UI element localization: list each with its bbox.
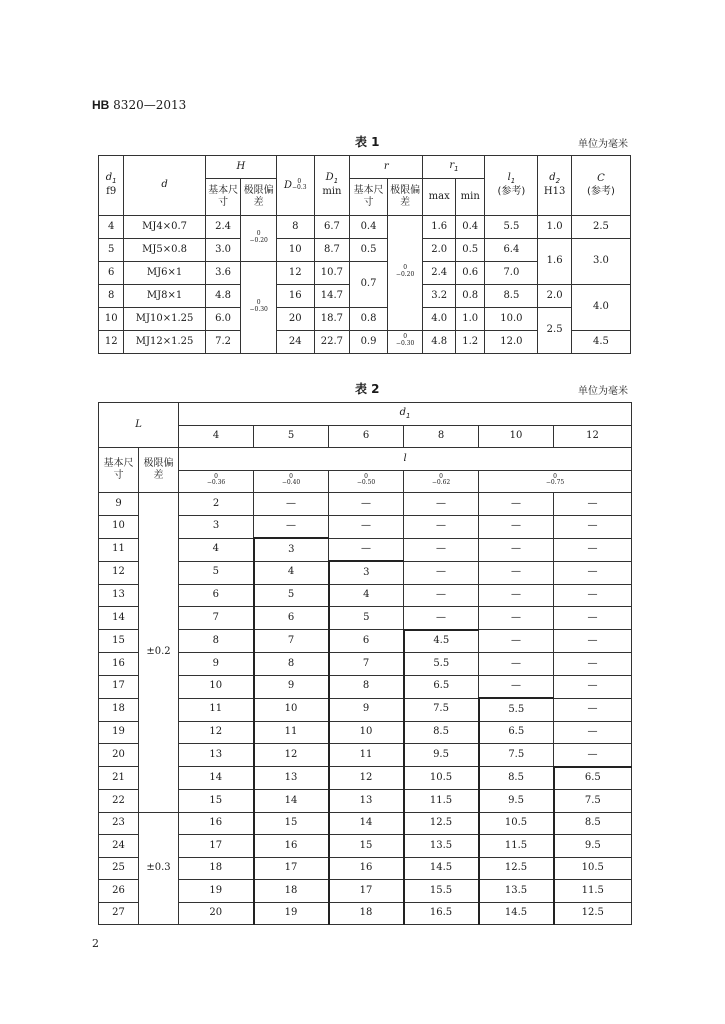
table-row — [99, 561, 632, 584]
table2-cell-L: 23 — [99, 812, 139, 835]
table2-caption: 表 2 — [355, 382, 380, 396]
table2-cell: — — [554, 744, 632, 767]
table1-cell: 2.0 — [423, 239, 456, 262]
table-row — [99, 721, 632, 744]
table2-cell: 12 — [179, 721, 254, 744]
table2-cell: 16.5 — [404, 902, 479, 925]
table2 — [98, 402, 632, 925]
table2-cell-L: 12 — [99, 561, 139, 584]
table2-cell: 7.5 — [404, 698, 479, 721]
table1-cell: 10 — [99, 308, 124, 331]
table2-cell: 14 — [254, 790, 329, 813]
table2-cell: 11.5 — [479, 835, 554, 858]
table2-cell: 15 — [179, 790, 254, 813]
table2-cell-L: 9 — [99, 493, 139, 516]
table2-cell: 8.5 — [404, 721, 479, 744]
table2-head-d1-value: 5 — [254, 425, 329, 448]
table2-cell: 3 — [329, 561, 404, 584]
table1-cell: 1.2 — [455, 331, 484, 354]
table1-cell: 2.4 — [205, 216, 241, 239]
table-row — [99, 880, 632, 903]
table-row — [99, 767, 632, 790]
table2-cell: 13.5 — [479, 880, 554, 903]
table2-cell: 17 — [329, 880, 404, 903]
table2-cell: 9.5 — [404, 744, 479, 767]
table1-cell: 12.0 — [485, 331, 538, 354]
table1-cell: MJ6×1 — [124, 262, 205, 285]
table2-unit: 单位为毫米 — [578, 386, 628, 397]
table2-cell: 12.5 — [404, 812, 479, 835]
table1-r-tol-b: 0 −0.30 — [387, 331, 423, 354]
table2-head-L-tol: 极限偏差 — [139, 448, 179, 493]
table2-cell: 9 — [329, 698, 404, 721]
table1-cell: 7.0 — [485, 262, 538, 285]
table2-cell: 9.5 — [479, 790, 554, 813]
table2-cell: — — [404, 561, 479, 584]
table2-cell: — — [479, 515, 554, 538]
table2-cell: 4 — [254, 561, 329, 584]
table-row — [99, 857, 632, 880]
table2-cell: 18 — [179, 857, 254, 880]
table2-head-d1-value: 10 — [479, 425, 554, 448]
table-row — [99, 538, 632, 561]
table2-cell: 5 — [179, 561, 254, 584]
table2-cell-L: 14 — [99, 607, 139, 630]
table2-cell: 9 — [254, 675, 329, 698]
table1-cell: 14.7 — [314, 285, 350, 308]
table1-head-r1-min: min — [455, 179, 484, 216]
table1-cell: 2.0 — [538, 285, 572, 308]
table1-head-C: C (参考) — [571, 156, 630, 216]
table1-cell: 12 — [276, 262, 314, 285]
table2-cell: 6 — [329, 630, 404, 653]
table2-cell: 7.5 — [554, 790, 632, 813]
table1-cell: 0.4 — [350, 216, 388, 239]
table2-cell: 15 — [254, 812, 329, 835]
table2-cell: 6 — [254, 607, 329, 630]
table-row — [99, 902, 632, 925]
table1-H-tol-b: 0 −0.30 — [241, 262, 277, 354]
table2-cell: 12 — [329, 767, 404, 790]
table2-cell: 4 — [179, 538, 254, 561]
table-row — [99, 584, 632, 607]
table2-cell: 10.5 — [479, 812, 554, 835]
table2-cell-L: 19 — [99, 721, 139, 744]
table2-cell: 20 — [179, 902, 254, 925]
table2-cell: — — [329, 493, 404, 516]
table1-head-r1-max: max — [423, 179, 456, 216]
table1-cell: 8.7 — [314, 239, 350, 262]
table2-cell: 3 — [254, 538, 329, 561]
table2-cell: 13 — [329, 790, 404, 813]
table1-cell: 3.0 — [571, 239, 630, 285]
table2-cell: 12 — [254, 744, 329, 767]
table2-cell: — — [329, 515, 404, 538]
table2-cell: 13 — [254, 767, 329, 790]
table2-cell: 6 — [179, 584, 254, 607]
table2-cell: 17 — [179, 835, 254, 858]
table1-header-row — [99, 156, 631, 179]
table1-H-tol-a: 0 −0.20 — [241, 216, 277, 262]
table1-cell: 1.0 — [538, 216, 572, 239]
table2-cell: 4 — [329, 584, 404, 607]
table1-cell: 0.6 — [455, 262, 484, 285]
table2-cell: 8 — [254, 653, 329, 676]
table2-cell: 6.5 — [479, 721, 554, 744]
table2-tol-cell: 0 −0.40 — [254, 470, 329, 493]
table1-cell: 6.0 — [205, 308, 241, 331]
table2-cell: 13.5 — [404, 835, 479, 858]
table2-cell: — — [479, 653, 554, 676]
table2-cell: — — [554, 561, 632, 584]
table1-cell: MJ10×1.25 — [124, 308, 205, 331]
table2-cell: — — [554, 630, 632, 653]
table2-cell: — — [554, 515, 632, 538]
table2-cell-L: 16 — [99, 653, 139, 676]
table2-cell-tol: ±0.2 — [139, 493, 179, 813]
table2-cell: 5.5 — [404, 653, 479, 676]
table2-cell: 4.5 — [404, 630, 479, 653]
table1-unit: 单位为毫米 — [578, 139, 628, 150]
table2-tol-cell: 0 −0.62 — [404, 470, 479, 493]
table1-cell: 8 — [276, 216, 314, 239]
table1-cell: 0.8 — [455, 285, 484, 308]
table1-head-H-tol: 极限偏差 — [241, 179, 277, 216]
table2-cell: 10.5 — [404, 767, 479, 790]
table2-cell: — — [404, 493, 479, 516]
table2-cell: 12.5 — [554, 902, 632, 925]
table2-head-d1-value: 4 — [179, 425, 254, 448]
table1-cell: 2.5 — [571, 216, 630, 239]
table2-head-d1-value: 6 — [329, 425, 404, 448]
table2-head-L-basic: 基本尺寸 — [99, 448, 139, 493]
table2-cell: 11 — [329, 744, 404, 767]
table-row — [99, 216, 631, 239]
table2-cell: — — [404, 584, 479, 607]
table2-cell: — — [479, 630, 554, 653]
table1-cell: 5.5 — [485, 216, 538, 239]
table1-cell: 24 — [276, 331, 314, 354]
table2-cell-L: 11 — [99, 538, 139, 561]
table1-cell: 16 — [276, 285, 314, 308]
table2-cell: 16 — [179, 812, 254, 835]
table1-head-r-tol: 极限偏差 — [387, 179, 423, 216]
table1-cell: 4.8 — [423, 331, 456, 354]
table1-cell: 4.0 — [571, 285, 630, 331]
table1-cell: 10.0 — [485, 308, 538, 331]
table2-cell: 8 — [179, 630, 254, 653]
table1-cell: 10.7 — [314, 262, 350, 285]
table1-head-d: d — [124, 156, 205, 216]
table2-cell: — — [479, 493, 554, 516]
table1-cell: 1.6 — [423, 216, 456, 239]
table1-cell: 0.9 — [350, 331, 388, 354]
table1-cell: 7.2 — [205, 331, 241, 354]
table1-cell: 4.0 — [423, 308, 456, 331]
table2-cell: — — [479, 561, 554, 584]
table1-head-D1: $D_1$ min — [314, 156, 350, 216]
table2-cell: 10 — [179, 675, 254, 698]
table2-head-d1-value: 12 — [554, 425, 632, 448]
table2-cell: 13 — [179, 744, 254, 767]
table1-cell: MJ4×0.7 — [124, 216, 205, 239]
table1-head-l1: $l_1$ (参考) — [485, 156, 538, 216]
table2-cell: 9 — [179, 653, 254, 676]
table2-cell: — — [554, 721, 632, 744]
table2-cell: — — [479, 584, 554, 607]
table2-cell: — — [554, 493, 632, 516]
table1-cell: 18.7 — [314, 308, 350, 331]
table-row — [99, 239, 631, 262]
table2-cell: 7 — [179, 607, 254, 630]
table2-cell-L: 10 — [99, 515, 139, 538]
table2-head-l: l — [179, 448, 632, 471]
table2-cell: 19 — [254, 902, 329, 925]
table2-tol-cell: 0 −0.75 — [479, 470, 632, 493]
table2-cell: 7 — [254, 630, 329, 653]
table1-cell: 22.7 — [314, 331, 350, 354]
table1-cell: 12 — [99, 331, 124, 354]
table2-cell: 6.5 — [554, 767, 632, 790]
table1-head-r-basic: 基本尺寸 — [350, 179, 388, 216]
table1-cell: 0.5 — [455, 239, 484, 262]
table2-cell: — — [554, 675, 632, 698]
table1-cell: 0.5 — [350, 239, 388, 262]
table2-cell-L: 27 — [99, 902, 139, 925]
table1-cell: 6.4 — [485, 239, 538, 262]
table2-cell: — — [479, 538, 554, 561]
table2-cell: — — [479, 607, 554, 630]
table2-cell: 10 — [329, 721, 404, 744]
table1-r-tol-a: 0 −0.20 — [387, 216, 423, 331]
table2-cell: 19 — [179, 880, 254, 903]
table2-cell: — — [404, 538, 479, 561]
table2-header-row-1 — [99, 403, 632, 426]
table2-cell: 9.5 — [554, 835, 632, 858]
table2-cell-L: 24 — [99, 835, 139, 858]
table-row — [99, 835, 632, 858]
table2-cell-L: 22 — [99, 790, 139, 813]
table-row — [99, 308, 631, 331]
table1-cell: 4.8 — [205, 285, 241, 308]
table2-cell: — — [254, 493, 329, 516]
table2-cell: 8.5 — [554, 812, 632, 835]
table1-cell: 4.5 — [571, 331, 630, 354]
table1 — [98, 155, 631, 354]
table1-head-r1: $r_1$ — [423, 156, 485, 179]
standard-number: 8320—2013 — [113, 98, 187, 112]
table2-cell-L: 17 — [99, 675, 139, 698]
table1-cell: MJ5×0.8 — [124, 239, 205, 262]
table2-cell: 5 — [329, 607, 404, 630]
table1-cell: 8 — [99, 285, 124, 308]
document-header — [92, 98, 186, 112]
table1-cell: 5 — [99, 239, 124, 262]
table1-head-d1: $d_1$ f9 — [99, 156, 124, 216]
table2-cell: 7.5 — [479, 744, 554, 767]
table2-header-row-3 — [99, 448, 632, 471]
table2-cell: 14 — [179, 767, 254, 790]
table-row — [99, 607, 632, 630]
table1-cell: 3.0 — [205, 239, 241, 262]
table2-cell: 7 — [329, 653, 404, 676]
table2-body — [99, 493, 632, 925]
table2-cell: — — [254, 515, 329, 538]
table2-cell: 14.5 — [404, 857, 479, 880]
table-row — [99, 675, 632, 698]
table1-cell: 6.7 — [314, 216, 350, 239]
standard-prefix: HB — [92, 98, 110, 112]
table-row — [99, 630, 632, 653]
table2-cell: 18 — [254, 880, 329, 903]
table-row — [99, 698, 632, 721]
table2-header-row-4 — [99, 470, 632, 493]
table2-cell: 12.5 — [479, 857, 554, 880]
table1-head-D: D 0 −0.3 — [276, 156, 314, 216]
table2-cell: 8 — [329, 675, 404, 698]
table2-cell: 18 — [329, 902, 404, 925]
table2-cell: — — [554, 607, 632, 630]
table1-head-H: H — [205, 156, 276, 179]
table-row — [99, 653, 632, 676]
table2-cell: 2 — [179, 493, 254, 516]
table2-cell: 16 — [329, 857, 404, 880]
table2-cell: — — [404, 515, 479, 538]
table2-cell: 3 — [179, 515, 254, 538]
table2-cell-L: 15 — [99, 630, 139, 653]
table2-cell-tol: ±0.3 — [139, 812, 179, 925]
table1-cell: 0.8 — [350, 308, 388, 331]
table2-cell: — — [479, 675, 554, 698]
table2-cell: 5.5 — [479, 698, 554, 721]
table2-cell: 16 — [254, 835, 329, 858]
table1-head-d2: $d_2$ H13 — [538, 156, 572, 216]
table2-cell: 6.5 — [404, 675, 479, 698]
table2-head-d1: $d_1$ — [179, 403, 632, 426]
table1-cell: 2.5 — [538, 308, 572, 354]
page-number: 2 — [92, 937, 99, 950]
table2-cell-L: 25 — [99, 857, 139, 880]
table2-cell: — — [554, 584, 632, 607]
table2-cell: 14 — [329, 812, 404, 835]
table2-cell-L: 13 — [99, 584, 139, 607]
table2-cell: 11 — [254, 721, 329, 744]
table2-header-row-2 — [99, 425, 632, 448]
table2-cell: — — [404, 607, 479, 630]
table2-cell: 10.5 — [554, 857, 632, 880]
table1-cell: 10 — [276, 239, 314, 262]
table1-caption: 表 1 — [355, 135, 380, 149]
table1-cell: 3.6 — [205, 262, 241, 285]
table2-cell: — — [554, 538, 632, 561]
table2-cell: 17 — [254, 857, 329, 880]
table2-cell: 15.5 — [404, 880, 479, 903]
table1-cell: 1.6 — [538, 239, 572, 285]
table2-cell: 11.5 — [554, 880, 632, 903]
table1-cell: 0.4 — [455, 216, 484, 239]
table1-cell: 6 — [99, 262, 124, 285]
table-row — [99, 812, 632, 835]
table1-head-H-basic: 基本尺寸 — [205, 179, 241, 216]
table1-cell: 0.7 — [350, 262, 388, 308]
table1-cell: 4 — [99, 216, 124, 239]
table2-cell-L: 18 — [99, 698, 139, 721]
table2-cell: 11 — [179, 698, 254, 721]
table-row — [99, 790, 632, 813]
table1-cell: 20 — [276, 308, 314, 331]
table-row — [99, 515, 632, 538]
table2-cell: 10 — [254, 698, 329, 721]
table2-cell: 11.5 — [404, 790, 479, 813]
table2-cell-L: 20 — [99, 744, 139, 767]
table2-cell: — — [554, 653, 632, 676]
table1-cell: 2.4 — [423, 262, 456, 285]
table-row — [99, 744, 632, 767]
table1-cell: MJ8×1 — [124, 285, 205, 308]
table2-cell: — — [554, 698, 632, 721]
table1-cell: MJ12×1.25 — [124, 331, 205, 354]
table2-cell: 5 — [254, 584, 329, 607]
table2-cell-L: 21 — [99, 767, 139, 790]
table2-cell: 8.5 — [479, 767, 554, 790]
table2-head-L: L — [99, 403, 179, 448]
table1-cell: 3.2 — [423, 285, 456, 308]
table2-tol-cell: 0 −0.50 — [329, 470, 404, 493]
table2-cell: — — [329, 538, 404, 561]
table2-head-d1-value: 8 — [404, 425, 479, 448]
table-row — [99, 493, 632, 516]
table1-cell: 8.5 — [485, 285, 538, 308]
table2-cell-L: 26 — [99, 880, 139, 903]
table2-cell: 14.5 — [479, 902, 554, 925]
table2-tol-cell: 0 −0.36 — [179, 470, 254, 493]
table1-head-r: r — [350, 156, 423, 179]
table1-cell: 1.0 — [455, 308, 484, 331]
table2-cell: 15 — [329, 835, 404, 858]
